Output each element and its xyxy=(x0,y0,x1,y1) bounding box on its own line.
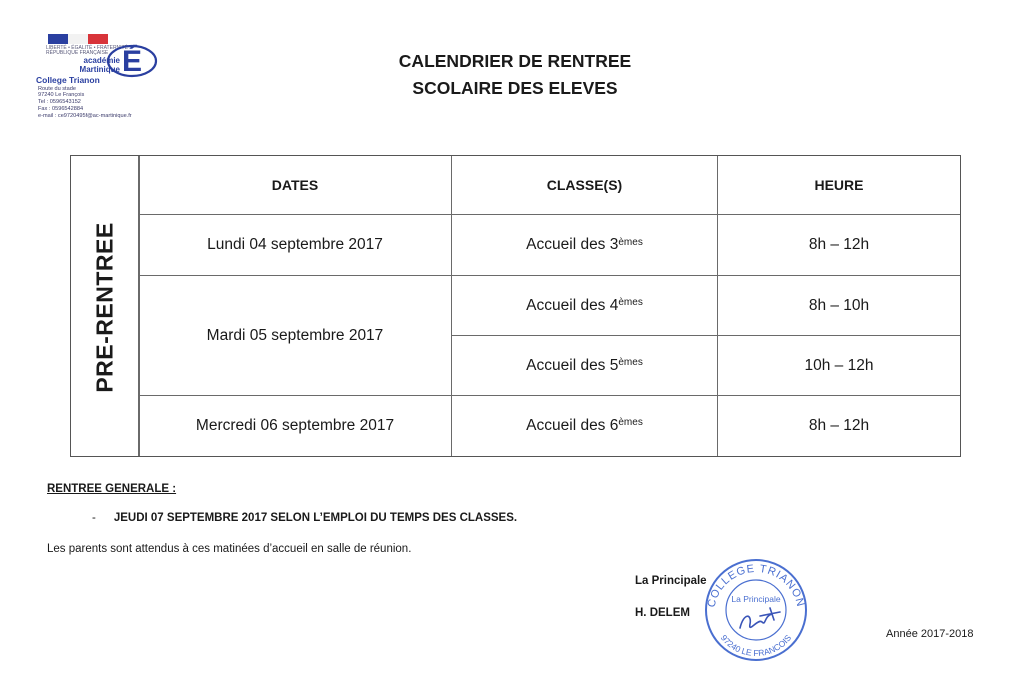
letterhead xyxy=(36,34,196,124)
email-line: e-mail : ce9720495f@ac-martinique.fr xyxy=(38,113,132,119)
hours-cell: 8h – 12h xyxy=(808,416,870,434)
page-title: CALENDRIER DE RENTREE SCOLAIRE DES ELEVES xyxy=(398,51,632,98)
schedule-table xyxy=(70,155,961,457)
header-heure: HEURE xyxy=(814,177,864,193)
class-cell: Accueil des 4 $^{èmes}$ xyxy=(526,296,643,314)
svg-text:COLLEGE TRIANON: COLLEGE TRIANON xyxy=(705,562,807,609)
date-cell: Mercredi 06 septembre 2017 xyxy=(195,416,395,434)
svg-text:97240 LE FRANCOIS: 97240 LE FRANCOIS xyxy=(718,632,794,659)
fax-line: Fax : 0596542884 xyxy=(38,106,84,112)
parents-note: Les parents sont attendus à ces matinées d’accueil en salle de réunion. xyxy=(47,543,412,555)
header-dates: DATES xyxy=(271,177,319,193)
svg-text:La Principale: La Principale xyxy=(731,594,781,604)
hours-cell: 8h – 12h xyxy=(808,236,870,253)
college-stamp-icon xyxy=(700,556,812,664)
signatory-role: La Principale xyxy=(635,575,707,587)
rentree-generale-title: RENTREE GENERALE : xyxy=(47,483,177,495)
flag-caption: LIBERTÉ • ÉGALITÉ • FRATERNITÉ xyxy=(46,45,128,51)
rentree-generale-item: - JEUDI 07 SEPTEMBRE 2017 SELON L’EMPLOI DU TEMPS DES CLASSES. xyxy=(92,512,518,524)
college-name: College Trianon xyxy=(36,75,100,85)
phone-line: Tel : 0596543152 xyxy=(38,99,81,105)
class-cell: Accueil des 5 $^{èmes}$ xyxy=(526,356,643,374)
class-cell: Accueil des 3 $^{èmes}$ xyxy=(526,236,643,253)
hours-cell: 8h – 10h xyxy=(808,296,870,314)
republic-flag-logo xyxy=(48,34,108,44)
signatory-name: H. DELEM xyxy=(635,607,690,619)
header-classes: CLASSE(S) xyxy=(546,177,623,193)
address-line: 97240 Le François xyxy=(38,92,85,98)
hours-cell: 10h – 12h xyxy=(804,356,874,374)
list-dash: - xyxy=(92,512,96,524)
svg-text:É: É xyxy=(121,45,143,78)
school-year: Année 2017-2018 xyxy=(886,628,974,640)
academy-name: académie Martinique xyxy=(79,56,120,74)
date-cell: Mardi 05 septembre 2017 xyxy=(206,326,384,344)
flag-caption: RÉPUBLIQUE FRANÇAISE xyxy=(46,50,109,56)
class-cell: Accueil des 6 $^{èmes}$ xyxy=(526,416,643,434)
pre-rentree-label: PRE-RENTREE xyxy=(91,221,118,393)
date-cell: Lundi 04 septembre 2017 xyxy=(207,236,383,253)
address-line: Route du stade xyxy=(38,86,76,92)
